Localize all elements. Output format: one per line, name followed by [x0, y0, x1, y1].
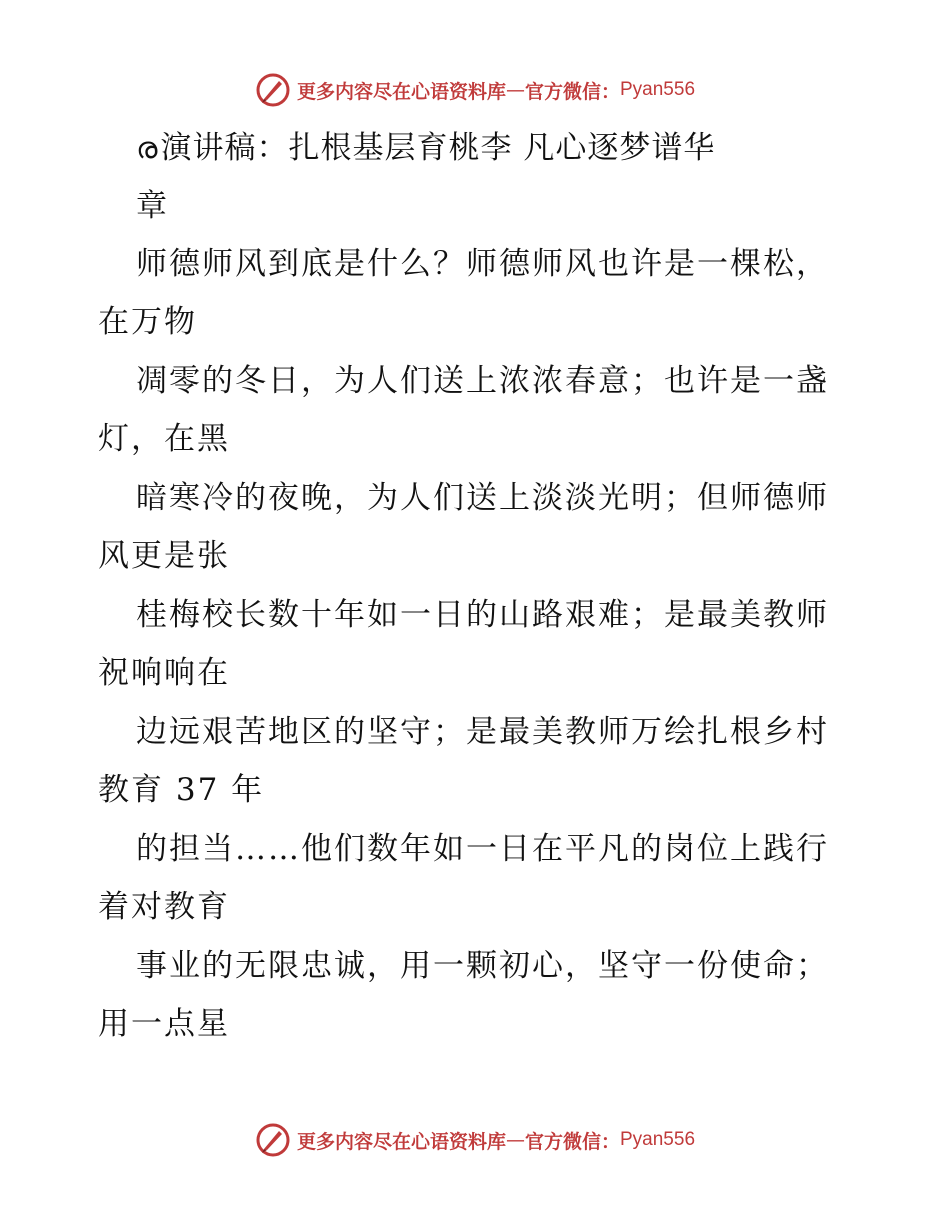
- footer-banner: [0, 1120, 950, 1160]
- body-line: 祝响响在: [98, 655, 230, 691]
- body-line: 灯，在黑: [98, 421, 230, 457]
- body-line: 用一点星: [98, 1006, 230, 1042]
- body-line: 风更是张: [98, 538, 230, 574]
- banner-suffix: 官方微信：: [524, 1130, 620, 1153]
- body-line: 着对教育: [98, 889, 230, 925]
- swirl-bullet-icon: ര: [136, 131, 159, 166]
- red-quill-logo-icon: [255, 72, 291, 108]
- body-line: 在万物: [98, 304, 197, 340]
- banner-suffix: 官方微信：: [524, 80, 620, 103]
- title-line-2: 章: [136, 188, 169, 224]
- body-line: 暗寒冷的夜晚，为人们送上淡淡光明；但师德师: [136, 480, 829, 516]
- banner-account: Pyan556: [620, 79, 696, 100]
- body-line: 桂梅校长数十年如一日的山路艰难；是最美教师: [136, 597, 829, 633]
- body-line: 凋零的冬日，为人们送上浓浓春意；也许是一盏: [136, 363, 829, 399]
- banner-text: 更多内容尽在心语资料库: [296, 80, 506, 103]
- red-quill-logo-icon: [255, 1122, 291, 1158]
- banner-separator: —: [505, 1129, 525, 1151]
- body-line: 教育 37 年: [98, 772, 265, 808]
- banner-text: 更多内容尽在心语资料库: [296, 1130, 506, 1153]
- document-title: [136, 128, 715, 169]
- body-line: 师德师风到底是什么？师德师风也许是一棵松，: [136, 246, 829, 282]
- banner-separator: —: [505, 79, 525, 101]
- title-line-1: 演讲稿：扎根基层育桃李 凡心逐梦谱华: [160, 130, 716, 166]
- banner-account: Pyan556: [620, 1129, 696, 1150]
- body-line: 事业的无限忠诚，用一颗初心，坚守一份使命；: [136, 948, 829, 984]
- header-banner: [0, 70, 950, 110]
- body-line: 的担当……他们数年如一日在平凡的岗位上践行: [136, 831, 829, 867]
- body-line: 边远艰苦地区的坚守；是最美教师万绘扎根乡村: [136, 714, 829, 750]
